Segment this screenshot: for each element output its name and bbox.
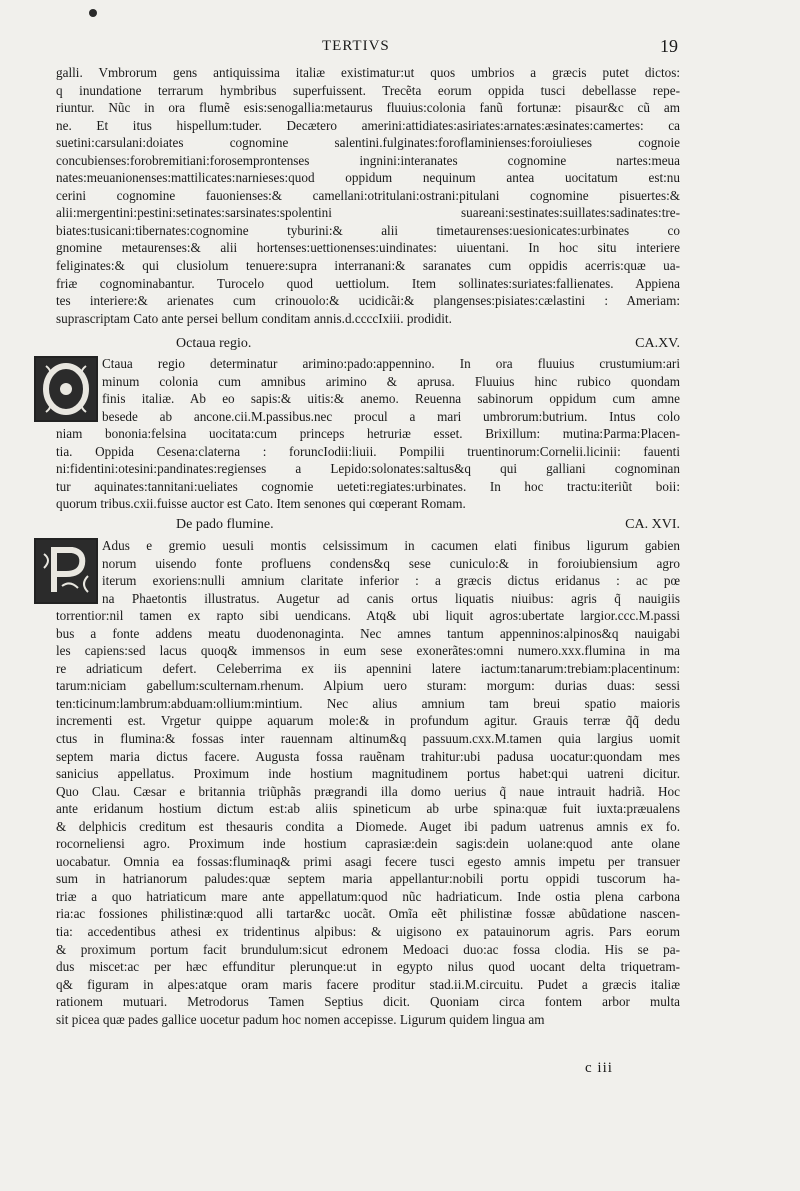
text-line: Adus e gremio uesuli montis celsissimum in cacumen elati finibus ligurum gabien [102, 538, 680, 553]
text-line: dus miscet:ac per hæc effunditur plerunque:ut in egypto nilus quod uocant delta triquetram- [56, 959, 680, 975]
text-line: quorum tribus.cxii.fuisse auctor est Cato. Item senones qui cœperant Romam. [56, 496, 466, 512]
ornament-initial-icon [36, 540, 96, 602]
ornament-initial-icon [36, 358, 96, 420]
text-line: les capiens:sed lacus quoq& immensos in eum sese exonerãtes:omni numero.xxx.flumina in ma [56, 643, 680, 659]
text-line: cerini cognomine fauonienses:& camellani:otritulani:ostrani:pitulani cognomine pisuertes:& [56, 187, 680, 203]
text-line: torrentior:nil tamen ex rapto sibi uendicans. Atq& ubi liquit agros:ubertate largior.ccc.M.passi [56, 608, 680, 624]
chapter-number: CA. XVI. [625, 517, 680, 532]
text-line: finis italiæ. Ab eo sapis:& uitis:& anemo. Reuenna sabinorum oppidum cum amne [102, 391, 680, 407]
text-line: sit picea quæ pades gallice uocetur padum hoc nomen accepisse. Ligurum quidem lingua am [56, 1011, 545, 1027]
chapter-number: CA.XV. [635, 336, 680, 351]
text-line: tia. Oppida Cesena:claterna : foruncIodii:liuii. Pompilii truentinorum:Cornelii.licinii: fauenti [56, 443, 680, 459]
text-line: niam bononia:felsina uocitata:cum princeps hetruriæ esset. Brixillum: mutina:Parma:Placen- [56, 426, 680, 442]
text-line: sum in hatrianorum paludes:quæ septem maria appellantur:nobili portu oppidi tuscorum ha- [56, 871, 680, 887]
text-line: septem maria dictus facere. Augusta fossa rauẽnam trahitur:ubi padusa uocatur:quondam mes [56, 748, 680, 764]
ink-dot-mark [89, 9, 97, 17]
text-line: riuntur. Nũc in ora flumẽ esis:senogallia:metaurus fluuius:colonia fanũ fortunæ: pisaur&c cũ am [56, 100, 680, 116]
text-line: re adriaticum defert. Celeberrima ex iis apennini latere iactum:tanarum:trebiam:placentinum: [56, 660, 680, 676]
text-line: na Phaetontis illustratus. Augetur ad canis ortus liquatis niuibus: agris q̃ nauigiis [102, 590, 680, 606]
text-line: iterum exoriens:nulli amnium claritate inferior : a græcis dictus eridanus : ac pœ [102, 573, 680, 589]
text-line: rocorneliensi agro. Proximum inde hostium caprasiæ:dein sagis:dein uolane:quod ante olane [56, 836, 680, 852]
text-line: tarum:niciam gabellum:sculternam.rhenum. Alpium uero sturam: morgum: durias duas: sessi [56, 678, 680, 694]
text-line: Quo Clau. Cæsar e britannia triũphãs prægrandi illa domo uerius q̃ naue intrauit hadriã. Hoc [56, 783, 680, 799]
paragraph-octaua-regio [56, 425, 680, 513]
section-title: De pado flumine. [176, 517, 274, 532]
text-line: ten:ticinum:lambrum:abduam:ollium:mintium. Nec alius amnium tam breui spatio maioris [56, 695, 680, 711]
decorated-initial-p [34, 538, 98, 604]
text-line: triæ a quo hatriaticum mare ante appellatum:quod nũc hadriaticum. Inde ostia plena carbona [56, 888, 680, 904]
text-line: suetini:carsulani:doiates cognomine salentini.fulginates:foroflaminienses:foroiulieses cognoie [56, 135, 680, 151]
text-line: bus a fonte addens meatu duodenonaginta. Nec amnes tantum appenninos:alpinos&q nauigabi [56, 625, 680, 641]
text-line: ne. Et itus hispellum:tuder. Decætero amerini:attidiates:asiriates:arnates:æsinates:camertes: ca [56, 117, 680, 133]
text-line: feliginates:& qui clusiolum tenuere:supra interranani:& saranates cum oppidis acerris:quæ ua- [56, 258, 680, 274]
text-line: galli. Vmbrorum gens antiquissima italiæ existimatur:ut quos umbrios a græcis putet dictos: [56, 65, 680, 80]
text-line: minum colonia cum amnibus arimino & aprusa. Fluuius hinc rubico quondam [102, 373, 680, 389]
text-line: & proximum portum facit brundulum:sicut edronem Medoaci duo:ac fossa clodia. His se pa- [56, 941, 680, 957]
text-line: tia: accedentibus athesi ex tridentinus alpibus: & uigisono ex patauinorum agris. Pars eorum [56, 924, 680, 940]
text-line: alii:mergentini:pestini:setinates:sarsinates:spolentini suareani:sestinates:suillates:sadinates:tre- [56, 205, 680, 221]
text-line: nates:meuanionenses:mattilicates:narnieses:quod oppidum nequinum antea uocitatum est:nu [56, 170, 680, 186]
paragraph-de-pado [56, 607, 680, 1028]
text-line: friæ cognominabantur. Turocelo quod uettiolum. Item sollinates:suriates:fallienates. Appiena [56, 275, 680, 291]
text-line: biates:tusicani:tibernates:cognomine tyburini:& alii timetaurenses:uesionicates:urbinates co [56, 222, 680, 238]
section-heading-de-pado [56, 515, 680, 535]
text-line: tes interiere:& arienates cum crinouolo:& ucidicãi:& plangenses:pisiates:cælastini : Ameriam: [56, 293, 680, 309]
text-line: rationem mutuari. Metrodorus Tamen Septius dicit. Quoniam circa fontem arbor multa [56, 994, 680, 1010]
text-line: uocabatur. Omnia ea fossas:fluminaq& primi asagi fecere tusci egesto amnis impetu per transuer [56, 853, 680, 869]
section-heading-octaua-regio [56, 334, 680, 354]
text-line: gnomine metaurenses:& alii hortenses:uettionenses:uindinates: uiuentani. In hoc situ interiere [56, 240, 680, 256]
text-line: & delphicis creditum est thesauris condita a Diomede. Auget ibi padum uatrenus amnis ex fo. [56, 818, 680, 834]
text-line: q& figuram in alpes:atque oram maris facere proditur stad.ii.M.circuitu. Pudet a græcis italiæ [56, 976, 680, 992]
text-line: concubienses:forobremitiani:forosemprontenses ingnini:interanates cognomine nartes:meua [56, 152, 680, 168]
text-line: suprascriptam Cato ante persei bellum conditam annis.d.ccccIxiii. prodidit. [56, 310, 452, 326]
text-line: ni:fidentini:otesini:pandinates:regienses a Lepido:solonates:saltus&q qui galliani cognominan [56, 461, 680, 477]
text-line: sanicius appellatus. Proximum inde hostium magnitudinem portus habet:qui uatreni dicitur. [56, 766, 680, 782]
section-title: Octaua regio. [176, 336, 252, 351]
folio-number: 19 [660, 36, 678, 56]
text-line: Ctaua regio determinatur arimino:pado:appennino. In ora fluuius crustumium:ari [102, 356, 680, 371]
decorated-initial-o [34, 356, 98, 422]
text-line: tur aquinates:tannitani:ueliates cognomie ueteti:regiates:urbinates. In hoc tractu:iteriũt boii: [56, 478, 680, 494]
paragraph-gallia-umbria [56, 64, 680, 327]
text-line: q inundatione terrarum hymbribus superfuissent. Trecẽta eorum oppida tusci debellasse repe- [56, 82, 680, 98]
signature-mark: c iii [585, 1060, 613, 1076]
text-line: ctus in flumina:& fossas inter rauennam altinum&q passuum.cxx.M.tamen quia largius uomit [56, 731, 680, 747]
text-line: incrementi est. Vrgetur quippe aquarum mole:& in profundum agitur. Grauis terræ q̃q̃ dedu [56, 713, 680, 729]
paragraph-octaua-regio-indented [102, 355, 680, 425]
text-line: besede ab ancone.cii.M.passibus.nec procul a mari umbrorum:butrium. Intus colo [102, 408, 680, 424]
text-line: ria:ac fossiones philistinæ:quod alli tartar&c uocãt. Omĩa eẽt philistinæ fossæ abũdatione nascen- [56, 906, 680, 922]
paragraph-de-pado-indented [102, 537, 680, 607]
text-line: ante eridanum hostium dictum est:ab aliis spineticum ab urbe spina:quæ fuit iuxta:præualens [56, 801, 680, 817]
running-head: TERTIVS [322, 38, 390, 54]
text-line: norum uisendo fonte profluens condens&q sese cuniculo:& in foroiubiensium agro [102, 555, 680, 571]
